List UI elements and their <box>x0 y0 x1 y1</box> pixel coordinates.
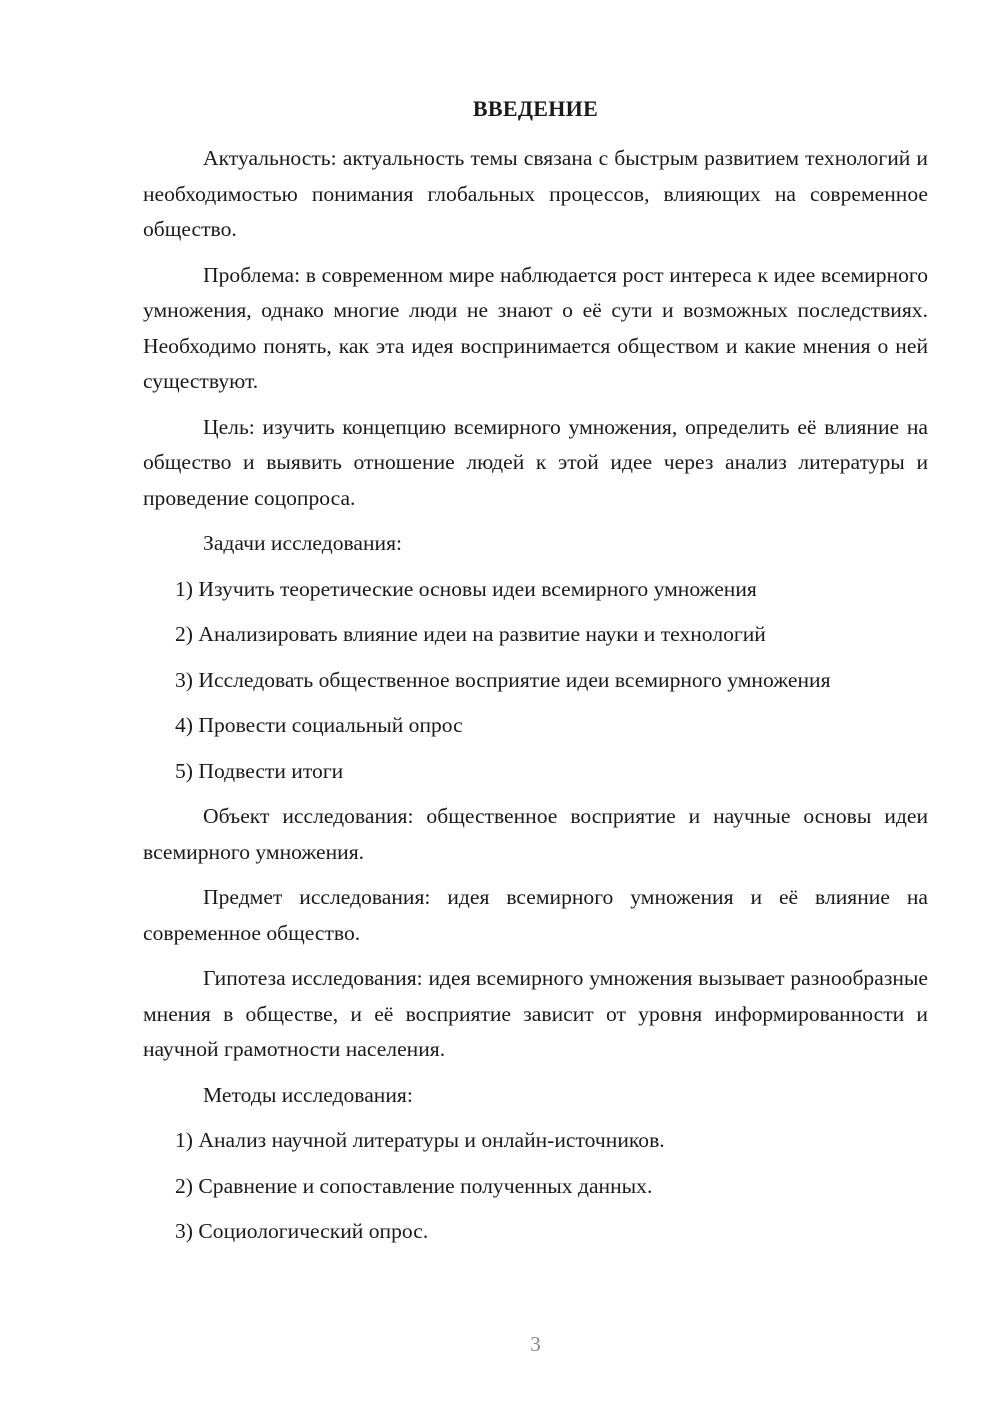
goal-paragraph: Цель: изучить концепцию всемирного умножения, определить её влияние на общество и выявить отношение людей к этой идее через анализ литературы и проведение соцопроса. <box>143 414 928 510</box>
relevance-paragraph: Актуальность: актуальность темы связана с быстрым развитием технологий и необходимостью понимания глобальных процессов, влияющих на современное общество. <box>143 146 928 241</box>
document-page <box>143 0 928 1414</box>
method-item: 3) Социологический опрос. <box>175 1219 429 1243</box>
hypothesis-paragraph: Гипотеза исследования: идея всемирного умножения вызывает разнообразные мнения в обществе, и её восприятие зависит от уровня информированности и научной грамотности населения. <box>143 966 928 1061</box>
tasks-heading: Задачи исследования: <box>203 531 403 555</box>
page-title: ВВЕДЕНИЕ <box>472 96 599 121</box>
task-item: 3) Исследовать общественное восприятие идеи всемирного умножения <box>175 667 831 692</box>
methods-heading: Методы исследования: <box>203 1082 413 1107</box>
document-body <box>143 141 928 1260</box>
task-item: 5) Подвести итоги <box>175 758 344 783</box>
task-item: 1) Изучить теоретические основы идеи всемирного умножения <box>175 576 757 601</box>
problem-paragraph: Проблема: в современном мире наблюдается рост интереса к идее всемирного умножения, однако многие люди не знают о её сути и возможных последствиях. Необходимо понять, как эта идея воспринимается обществом и какие мнения о ней существуют. <box>143 262 928 393</box>
method-item: 2) Сравнение и сопоставление полученных данных. <box>175 1173 653 1198</box>
task-item: 4) Провести социальный опрос <box>175 713 463 737</box>
page-number: 3 <box>530 1332 541 1356</box>
subject-paragraph: Предмет исследования: идея всемирного умножения и её влияние на современное общество. <box>143 885 928 945</box>
method-item: 1) Анализ научной литературы и онлайн-источников. <box>175 1128 665 1152</box>
object-paragraph: Объект исследования: общественное восприятие и научные основы идеи всемирного умножения. <box>143 804 928 864</box>
task-item: 2) Анализировать влияние идеи на развитие науки и технологий <box>175 622 766 646</box>
